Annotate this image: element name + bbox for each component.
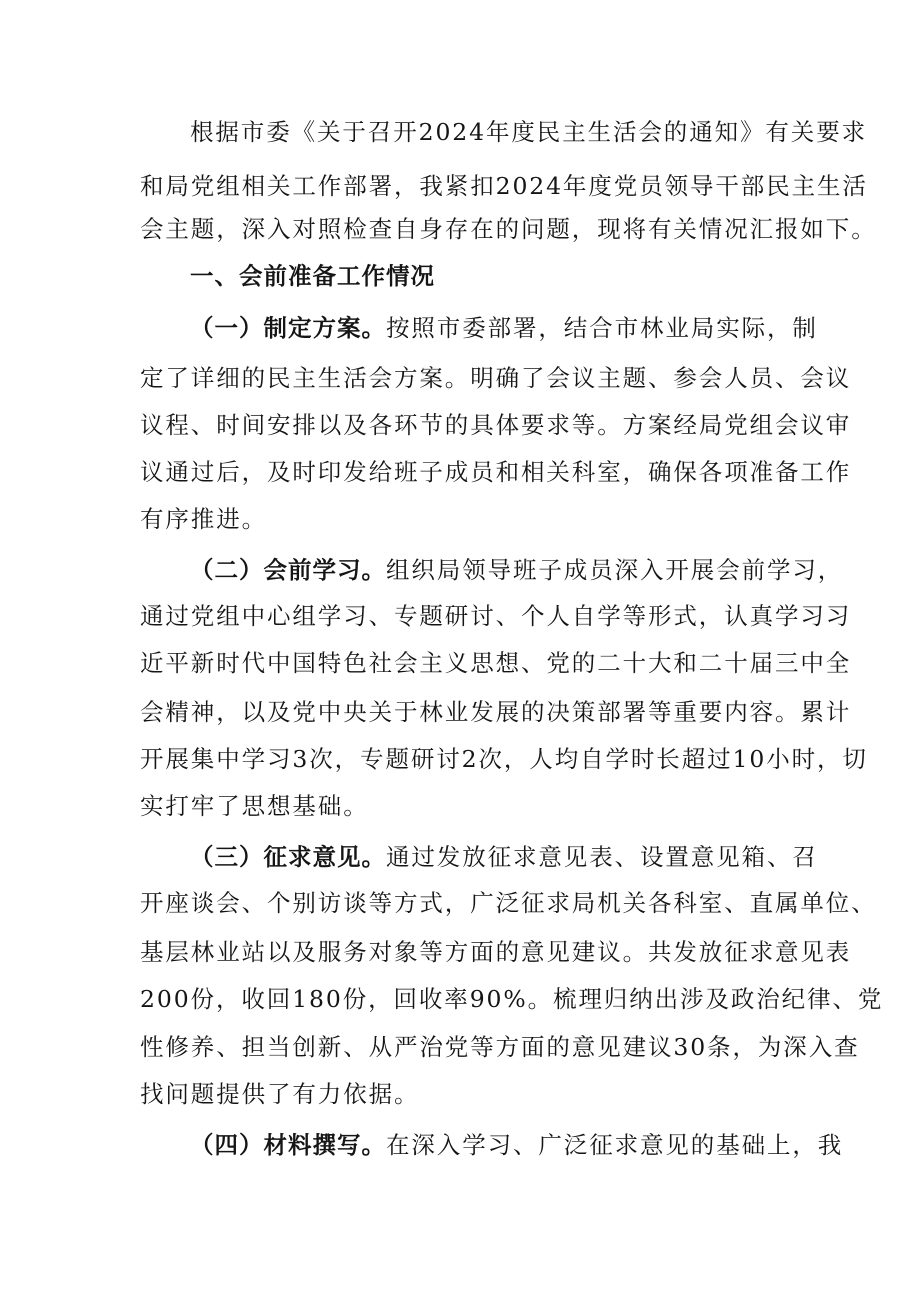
item-3-first-text: 通过发放征求意见表、设置意见箱、召 [386,843,818,871]
item-2-title: （二）会前学习。 [190,556,386,584]
item-3-line-6: 找问题提供了有力依据。 [140,1080,420,1108]
item-4-first-line [190,1115,844,1175]
item-2-first-text: 组织局领导班子成员深入开展会前学习， [386,556,844,584]
item-3-line-3: 基层林业站以及服务对象等方面的意见建议。共发放征求意见表 [140,938,852,966]
intro-line-1: 根据市委《关于召开2024年度民主生活会的通知》有关要求 [190,118,868,146]
item-1-line-5: 有序推进。 [140,505,267,533]
item-3-line-5: 性修养、担当创新、从严治党等方面的意见建议30条，为深入查 [140,1033,860,1061]
item-4-first-text: 在深入学习、广泛征求意见的基础上，我 [386,1131,844,1159]
item-3-line-4: 200份，收回180份，回收率90%。梳理归纳出涉及政治纪律、党 [140,985,884,1013]
item-3-line-2: 开座谈会、个别访谈等方式，广泛征求局机关各科室、直属单位、 [140,889,877,917]
item-4-title: （四）材料撰写。 [190,1131,386,1159]
item-2-line-2: 通过党组中心组学习、专题研讨、个人自学等形式，认真学习习 [140,602,852,630]
item-2-line-4: 会精神，以及党中央关于林业发展的决策部署等重要内容。累计 [140,698,852,726]
item-1-first-text: 按照市委部署，结合市林业局实际，制 [386,314,818,342]
item-1-title: （一）制定方案。 [190,314,386,342]
item-3-title: （三）征求意见。 [190,843,386,871]
section-heading-1: 一、会前准备工作情况 [190,262,435,290]
item-2-line-3: 近平新时代中国特色社会主义思想、党的二十大和二十届三中全 [140,649,852,677]
item-2-line-5: 开展集中学习3次，专题研讨2次，人均自学时长超过10小时，切 [140,745,868,773]
item-2-line-6: 实打牢了思想基础。 [140,792,369,820]
intro-line-3: 会主题，深入对照检查自身存在的问题，现将有关情况汇报如下。 [140,215,877,243]
item-1-line-3: 议程、时间安排以及各环节的具体要求等。方案经局党组会议审 [140,411,852,439]
intro-line-2: 和局党组相关工作部署，我紧扣2024年度党员领导干部民主生活 [140,172,868,200]
item-1-line-2: 定了详细的民主生活会方案。明确了会议主题、参会人员、会议 [140,364,852,392]
item-1-line-4: 议通过后，及时印发给班子成员和相关科室，确保各项准备工作 [140,458,852,486]
